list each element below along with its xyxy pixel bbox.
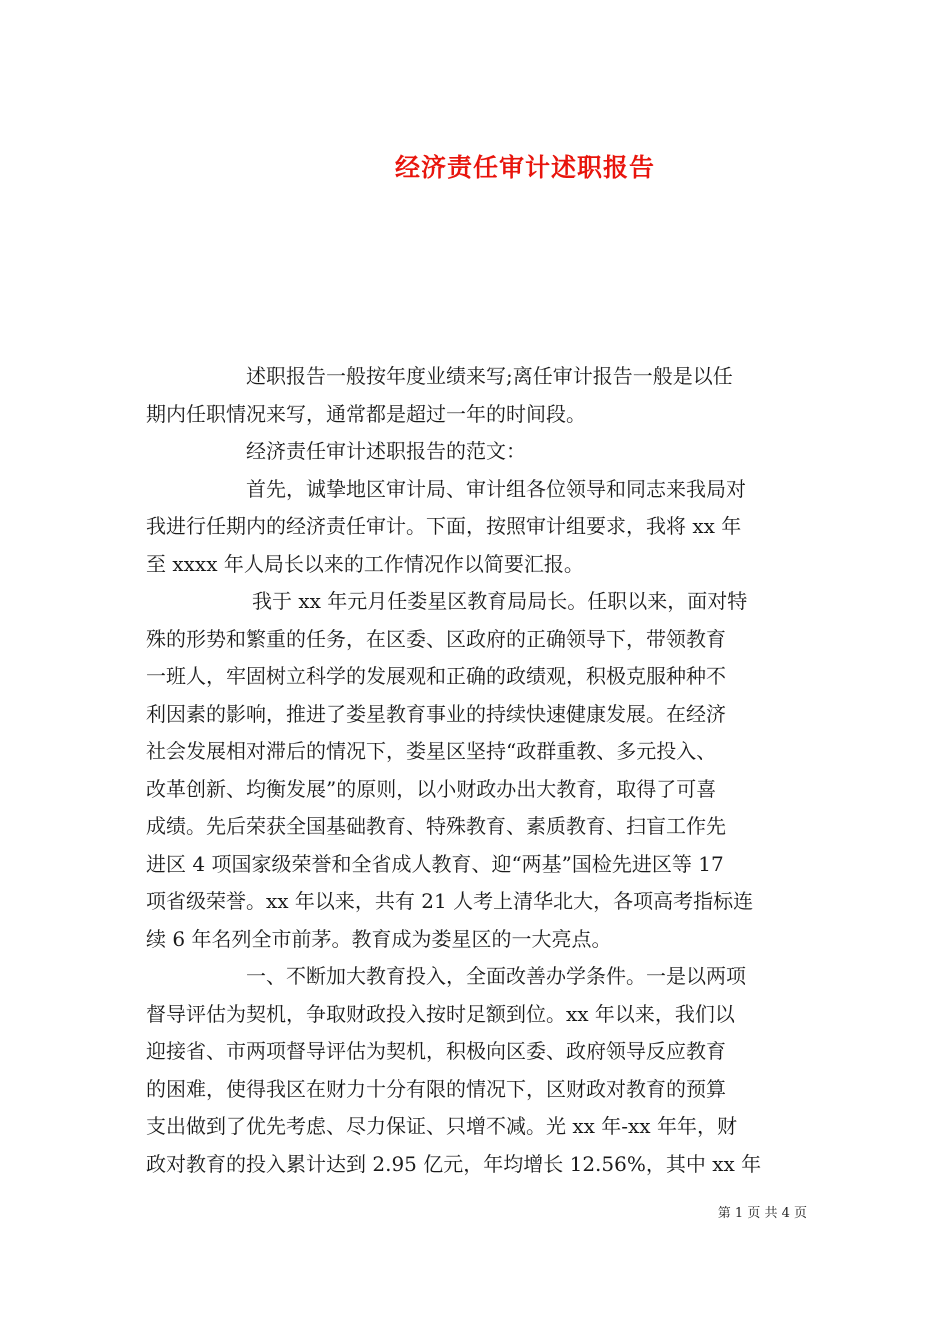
paragraph-2: [146, 433, 808, 471]
text-line: 督导评估为契机，争取财政投入按时足额到位。xx 年以来，我们以: [146, 1001, 735, 1026]
text-line: 至 xxxx 年人局长以来的工作情况作以简要汇报。: [146, 551, 584, 576]
text-line: 迎接省、市两项督导评估为契机，积极向区委、政府领导反应教育: [146, 1039, 726, 1063]
text-line: 社会发展相对滞后的情况下，娄星区坚持“政群重教、多元投入、: [146, 739, 717, 763]
text-line: 首先，诚挚地区审计局、审计组各位领导和同志来我局对: [246, 476, 746, 501]
document-body: [146, 358, 808, 1183]
text-line: 经济责任审计述职报告的范文：: [246, 439, 526, 463]
paragraph-5: [146, 958, 808, 1183]
paragraph-3: [146, 471, 808, 584]
text-line: 述职报告一般按年度业绩来写;离任审计报告一般是以任: [246, 364, 733, 388]
text-line: 续 6 年名列全市前茅。教育成为娄星区的一大亮点。: [146, 926, 612, 951]
paragraph-1: [146, 358, 808, 433]
text-line: 进区 4 项国家级荣誉和全省成人教育、迎“两基”国检先进区等 17: [146, 851, 724, 876]
document-title: 经济责任审计述职报告: [394, 152, 655, 182]
text-line: 我于 xx 年元月任娄星区教育局局长。任职以来，面对特: [252, 589, 748, 613]
text-line: 政对教育的投入累计达到 2.95 亿元，年均增长 12.56%，其中 xx 年: [146, 1151, 762, 1176]
text-line: 一、不断加大教育投入，全面改善办学条件。一是以两项: [246, 964, 746, 988]
page-number: 第 1 页 共 4 页: [717, 1206, 807, 1221]
text-line: 期内任职情况来写，通常都是超过一年的时间段。: [146, 401, 586, 426]
text-line: 支出做到了优先考虑、尽力保证、只增不减。光 xx 年-xx 年年，财: [146, 1114, 737, 1138]
text-line: 的困难，使得我区在财力十分有限的情况下，区财政对教育的预算: [146, 1076, 726, 1101]
text-line: 殊的形势和繁重的任务，在区委、区政府的正确领导下，带领教育: [146, 626, 726, 651]
text-line: 改革创新、均衡发展”的原则，以小财政办出大教育，取得了可喜: [146, 776, 717, 801]
text-line: 成绩。先后荣获全国基础教育、特殊教育、素质教育、扫盲工作先: [146, 814, 726, 838]
text-line: 利因素的影响，推进了娄星教育事业的持续快速健康发展。在经济: [146, 701, 726, 726]
text-line: 我进行任期内的经济责任审计。下面，按照审计组要求，我将 xx 年: [146, 514, 742, 538]
paragraph-4: [146, 583, 808, 958]
text-line: 一班人，牢固树立科学的发展观和正确的政绩观，积极克服种种不: [146, 664, 726, 688]
text-line: 项省级荣誉。xx 年以来，共有 21 人考上清华北大，各项高考指标连: [146, 889, 754, 913]
